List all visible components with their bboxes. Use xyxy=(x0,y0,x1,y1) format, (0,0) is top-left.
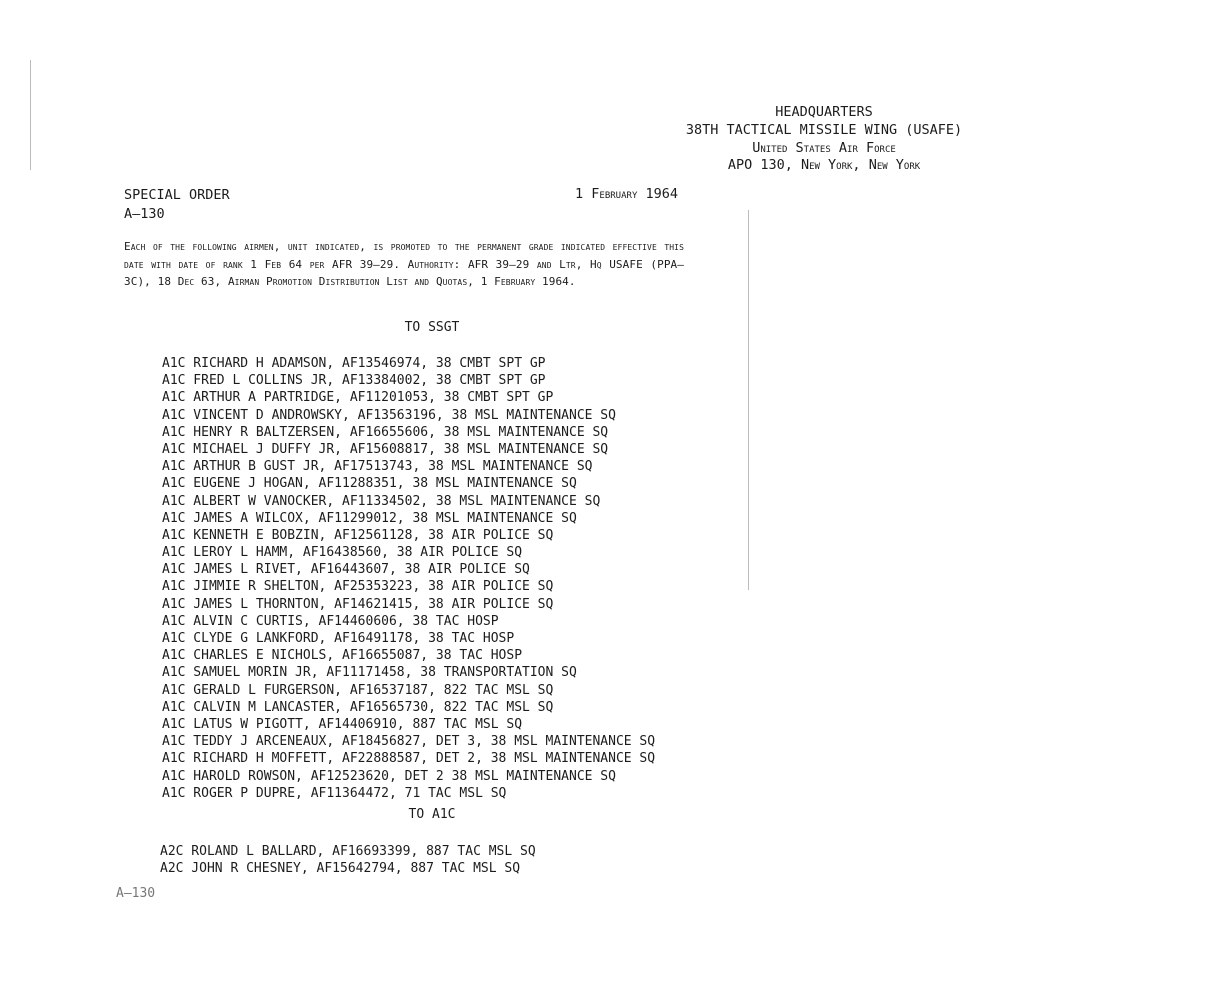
address-heading: APO 130, New York, New York xyxy=(727,157,921,173)
airman-entry: A1C RICHARD H ADAMSON, AF13546974, 38 CMBT SPT GP xyxy=(162,356,546,371)
airman-entry: A1C EUGENE J HOGAN, AF11288351, 38 MSL MAINTENANCE SQ xyxy=(162,476,577,492)
airman-entry: A1C HENRY R BALTZERSEN, AF16655606, 38 MSL MAINTENANCE SQ xyxy=(162,424,609,440)
airman-entry: A2C ROLAND L BALLARD, AF16693399, 887 TAC MSL SQ xyxy=(160,844,536,859)
promotion-list-a1c xyxy=(160,843,536,877)
service-heading: United States Air Force xyxy=(752,140,896,156)
airman-entry: A1C JAMES L THORNTON, AF14621415, 38 AIR POLICE SQ xyxy=(162,596,554,612)
airman-entry: A1C GERALD L FURGERSON, AF16537187, 822 TAC MSL SQ xyxy=(162,682,554,698)
section-title-to-a1c: TO A1C xyxy=(408,807,456,822)
airman-entry: A1C SAMUEL MORIN JR, AF11171458, 38 TRANSPORTATION SQ xyxy=(162,665,577,681)
headquarters-heading: HEADQUARTERS xyxy=(775,104,873,120)
airman-entry: A1C ROGER P DUPRE, AF11364472, 71 TAC MSL SQ xyxy=(162,785,507,801)
airman-entry: A1C KENNETH E BOBZIN, AF12561128, 38 AIR POLICE SQ xyxy=(162,527,554,543)
airman-entry: A1C HAROLD ROWSON, AF12523620, DET 2 38 MSL MAINTENANCE SQ xyxy=(162,768,616,784)
unit-heading: 38TH TACTICAL MISSILE WING (USAFE) xyxy=(685,122,963,138)
airman-entry: A1C LATUS W PIGOTT, AF14406910, 887 TAC MSL SQ xyxy=(162,716,523,732)
airman-entry: A1C ARTHUR A PARTRIDGE, AF11201053, 38 CMBT SPT GP xyxy=(162,390,554,406)
airman-entry: A1C LEROY L HAMM, AF16438560, 38 AIR POLICE SQ xyxy=(162,545,523,561)
airman-entry: A1C ALBERT W VANOCKER, AF11334502, 38 MSL MAINTENANCE SQ xyxy=(162,493,601,509)
airman-entry: A1C TEDDY J ARCENEAUX, AF18456827, DET 3, 38 MSL MAINTENANCE SQ xyxy=(162,734,656,750)
airman-entry: A1C JIMMIE R SHELTON, AF25353223, 38 AIR POLICE SQ xyxy=(162,579,554,595)
order-title: SPECIAL ORDER xyxy=(124,187,230,203)
airman-entry: A2C JOHN R CHESNEY, AF15642794, 887 TAC MSL SQ xyxy=(160,861,521,877)
order-number: A—130 xyxy=(124,206,165,222)
order-preamble: Each of the following airmen, unit indicated, is promoted to the permanent grade indicated effective this date with date of rank 1 Feb 64 per AFR 39—29. Authority: AFR 39—29 and Ltr, Hq USAFE (PPA—3C), 18 Dec 63, Airman Promotion Distribution List and Quotas, 1 February 1964. xyxy=(124,240,684,288)
airman-entry: A1C JAMES A WILCOX, AF11299012, 38 MSL MAINTENANCE SQ xyxy=(162,510,577,526)
airman-entry: A1C CLYDE G LANKFORD, AF16491178, 38 TAC HOSP xyxy=(162,631,515,646)
order-date: 1 February 1964 xyxy=(575,186,678,202)
promotion-list-ssgt xyxy=(162,355,655,802)
airman-entry: A1C CALVIN M LANCASTER, AF16565730, 822 TAC MSL SQ xyxy=(162,699,554,715)
scan-margin-mark xyxy=(748,210,749,590)
section-title-to-ssgt: TO SSGT xyxy=(404,320,460,335)
airman-entry: A1C RICHARD H MOFFETT, AF22888587, DET 2, 38 MSL MAINTENANCE SQ xyxy=(162,751,656,767)
order-identification xyxy=(124,186,230,224)
footer-page-reference: A—130 xyxy=(116,886,156,901)
airman-entry: A1C FRED L COLLINS JR, AF13384002, 38 CMBT SPT GP xyxy=(162,373,546,389)
airman-entry: A1C VINCENT D ANDROWSKY, AF13563196, 38 MSL MAINTENANCE SQ xyxy=(162,407,616,423)
scan-margin-mark xyxy=(30,60,31,170)
airman-entry: A1C MICHAEL J DUFFY JR, AF15608817, 38 MSL MAINTENANCE SQ xyxy=(162,441,609,457)
airman-entry: A1C ARTHUR B GUST JR, AF17513743, 38 MSL MAINTENANCE SQ xyxy=(162,459,593,475)
airman-entry: A1C ALVIN C CURTIS, AF14460606, 38 TAC HOSP xyxy=(162,613,499,629)
airman-entry: A1C CHARLES E NICHOLS, AF16655087, 38 TAC HOSP xyxy=(162,648,523,664)
airman-entry: A1C JAMES L RIVET, AF16443607, 38 AIR POLICE SQ xyxy=(162,562,530,578)
